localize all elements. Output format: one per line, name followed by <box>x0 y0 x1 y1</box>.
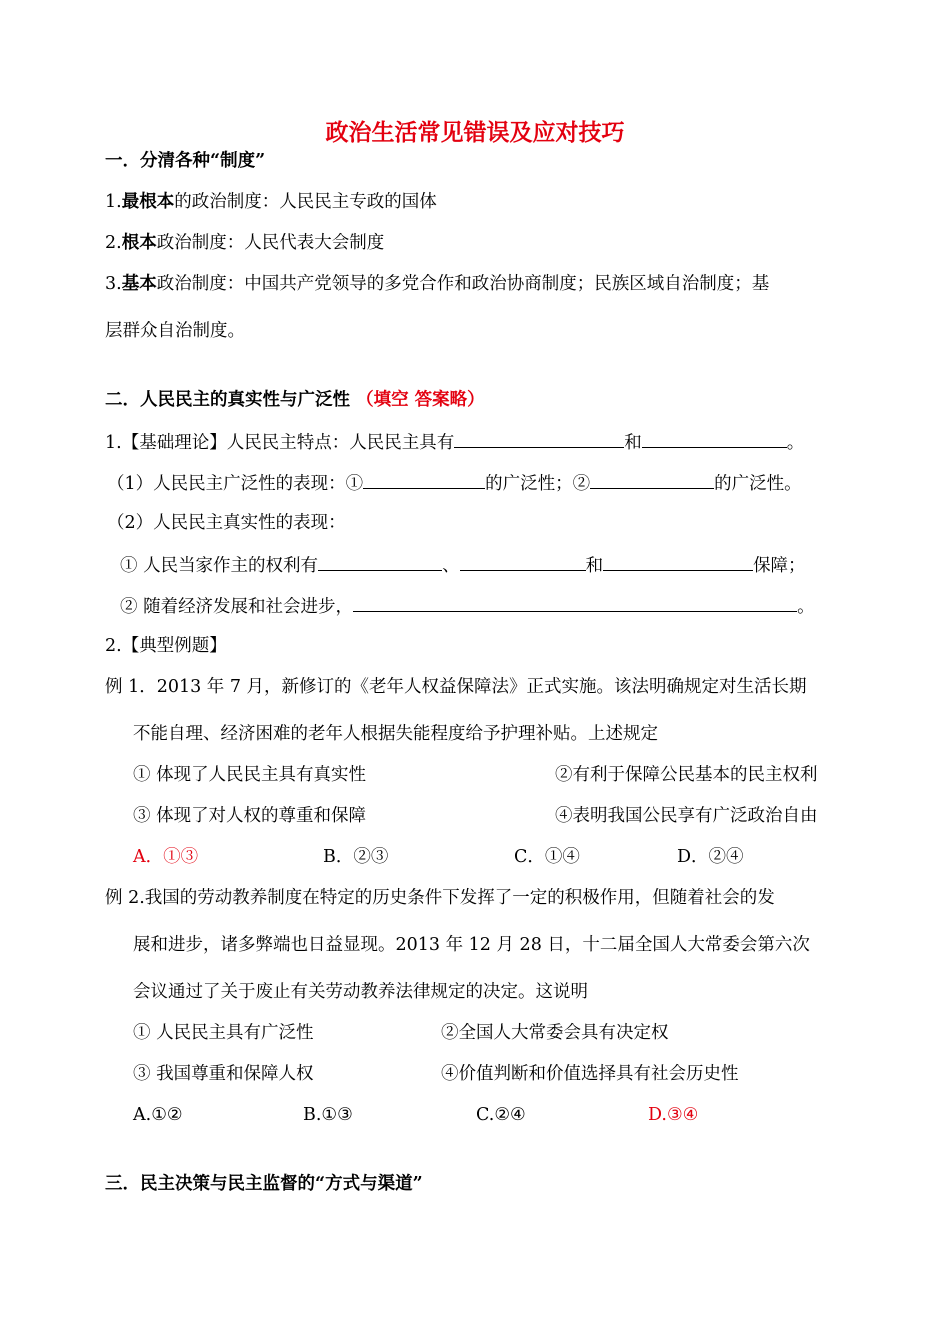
page-title: 政治生活常见错误及应对技巧 <box>325 119 625 146</box>
point-text: ② 随着经济发展和社会进步， <box>120 597 354 617</box>
example-1-option-4: ④表明我国公民享有广泛政治自由 <box>555 806 818 826</box>
item-bold-term: 根本 <box>121 233 157 253</box>
item-text: 的政治制度：人民民主专政的国体 <box>174 192 437 212</box>
example-2-option-3: ③ 我国尊重和保障人权 <box>133 1064 314 1084</box>
fill-blank[interactable] <box>642 429 787 448</box>
item-number: 2. <box>105 233 122 253</box>
s1-item-3-continued: 层群众自治制度。 <box>105 321 245 341</box>
s1-item-3 <box>105 272 769 296</box>
s2-point-2-sub-2 <box>120 593 815 619</box>
example-1-choice-a[interactable]: A．①③ <box>133 847 199 867</box>
section-1-heading: 一．分清各种“制度” <box>105 151 266 171</box>
example-1-line-1: 例 1．2013 年 7 月，新修订的《老年人权益保障法》正式实施。该法明确规定对生活长期 <box>105 677 807 697</box>
example-2-choice-a[interactable]: A.①② <box>133 1105 183 1125</box>
fill-blank[interactable] <box>363 470 485 489</box>
fill-blank[interactable] <box>460 552 586 571</box>
example-2-option-2: ②全国人大常委会具有决定权 <box>441 1023 669 1043</box>
point-text: 。 <box>797 597 815 617</box>
fill-blank[interactable] <box>353 593 797 612</box>
section-2-title: 二．人民民主的真实性与广泛性 <box>105 390 350 410</box>
item-text: 政治制度：中国共产党领导的多党合作和政治协商制度；民族区域自治制度；基 <box>156 274 770 294</box>
s2-point-1 <box>107 470 802 496</box>
example-2-choice-d[interactable]: D.③④ <box>648 1105 699 1125</box>
s2-question-2: 2.【典型例题】 <box>105 636 227 656</box>
s2-point-2: （2）人民民主真实性的表现： <box>107 513 346 533</box>
fill-blank[interactable] <box>318 552 442 571</box>
point-text: 保障； <box>753 556 806 576</box>
s2-question-1 <box>105 429 804 455</box>
fill-blank[interactable] <box>603 552 753 571</box>
section-3-heading: 三．民主决策与民主监督的“方式与渠道” <box>105 1174 423 1194</box>
example-1-choice-b[interactable]: B．②③ <box>323 847 389 867</box>
item-number: 1. <box>105 192 122 212</box>
example-2-option-1: ① 人民民主具有广泛性 <box>133 1023 314 1043</box>
item-text: 政治制度：人民代表大会制度 <box>156 233 385 253</box>
example-1-option-3: ③ 体现了对人权的尊重和保障 <box>133 806 367 826</box>
example-2-choice-c[interactable]: C.②④ <box>476 1105 526 1125</box>
fill-blank[interactable] <box>454 429 624 448</box>
example-1-choice-d[interactable]: D．②④ <box>677 847 744 867</box>
point-text: 的广泛性。 <box>714 474 802 494</box>
question-text: 和 <box>624 433 642 453</box>
example-2-line-1: 例 2.我国的劳动教养制度在特定的历史条件下发挥了一定的积极作用，但随着社会的发 <box>105 888 775 908</box>
example-2-option-4: ④价值判断和价值选择具有社会历史性 <box>441 1064 739 1084</box>
example-1-option-2: ②有利于保障公民基本的民主权利 <box>555 765 818 785</box>
s2-point-2-sub-1 <box>120 552 806 578</box>
s1-item-1 <box>105 190 437 214</box>
section-2-note: （填空 答案略） <box>356 390 485 410</box>
example-2-line-2: 展和进步，诸多弊端也日益显现。2013 年 12 月 28 日，十二届全国人大常委会第六次 <box>133 935 810 955</box>
point-text: 和 <box>585 556 604 576</box>
section-2-heading <box>105 388 485 412</box>
item-number: 3. <box>105 274 122 294</box>
example-2-line-3: 会议通过了关于废止有关劳动教养法律规定的决定。这说明 <box>133 982 588 1002</box>
item-bold-term: 基本 <box>121 274 157 294</box>
point-text: （1）人民民主广泛性的表现：① <box>107 474 364 494</box>
item-bold-term: 最根本 <box>121 192 175 212</box>
example-1-line-2: 不能自理、经济困难的老年人根据失能程度给予护理补贴。上述规定 <box>133 724 658 744</box>
example-2-choice-b[interactable]: B.①③ <box>303 1105 353 1125</box>
fill-blank[interactable] <box>590 470 714 489</box>
s1-item-2 <box>105 231 384 255</box>
example-1-option-1: ① 体现了人民民主具有真实性 <box>133 765 367 785</box>
point-text: 、 <box>442 556 460 576</box>
example-1-choice-c[interactable]: C．①④ <box>514 847 580 867</box>
question-text: 。 <box>786 433 805 453</box>
point-text: 的广泛性；② <box>485 474 591 494</box>
question-text: 1.【基础理论】人民民主特点：人民民主具有 <box>105 433 455 453</box>
point-text: ① 人民当家作主的权利有 <box>120 556 319 576</box>
